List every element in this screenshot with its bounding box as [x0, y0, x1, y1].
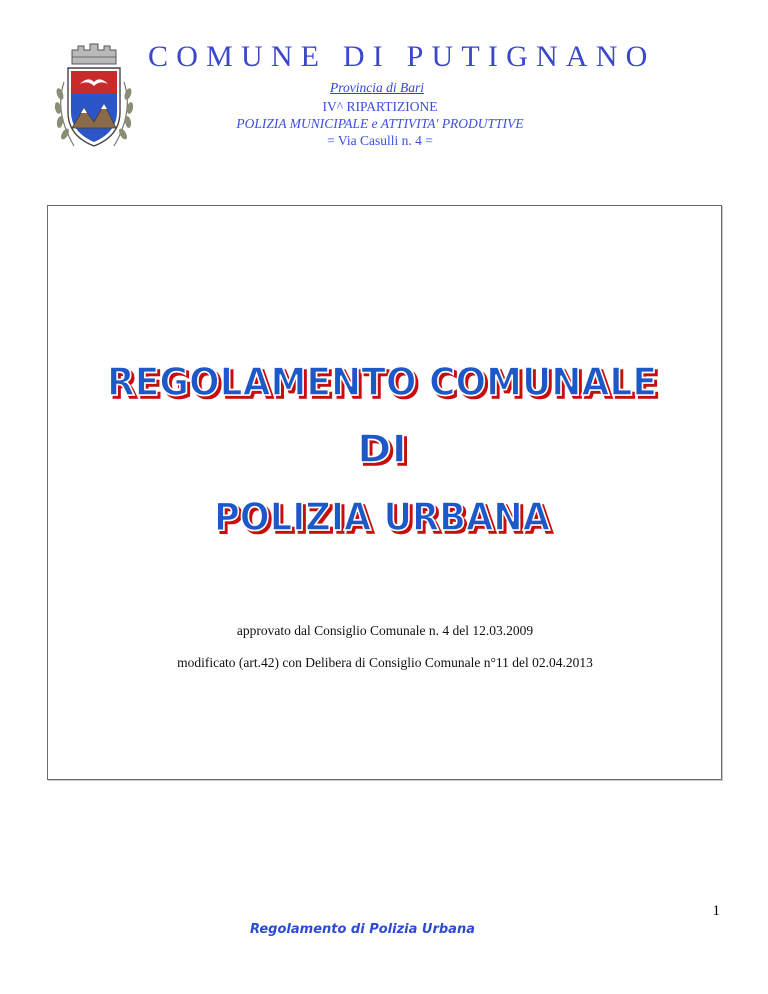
title-line-1: REGOLAMENTO COMUNALE [107, 360, 657, 404]
comune-title: COMUNE DI PUTIGNANO [148, 40, 656, 73]
title-line-3: POLIZIA URBANA [214, 495, 551, 539]
indirizzo-line: = Via Casulli n. 4 = [327, 133, 433, 148]
approval-text: approvato dal Consiglio Comunale n. 4 del 12.03.2009 [236, 623, 534, 638]
page-number: 1 [712, 903, 720, 919]
footer-document-name: Regolamento di Polizia Urbana [250, 922, 475, 937]
municipal-crest-icon [52, 42, 136, 154]
modification-text: modificato (art.42) con Delibera di Consiglio Comunale n°11 del 02.04.2013 [177, 655, 593, 670]
settore-line: POLIZIA MUNICIPALE e ATTIVITA' PRODUTTIVE [236, 116, 524, 131]
document-title [60, 345, 708, 545]
provincia-link[interactable]: Provincia di Bari [330, 80, 424, 95]
title-line-2: DI [357, 427, 407, 471]
ripartizione-line: IV^ RIPARTIZIONE [322, 99, 438, 114]
